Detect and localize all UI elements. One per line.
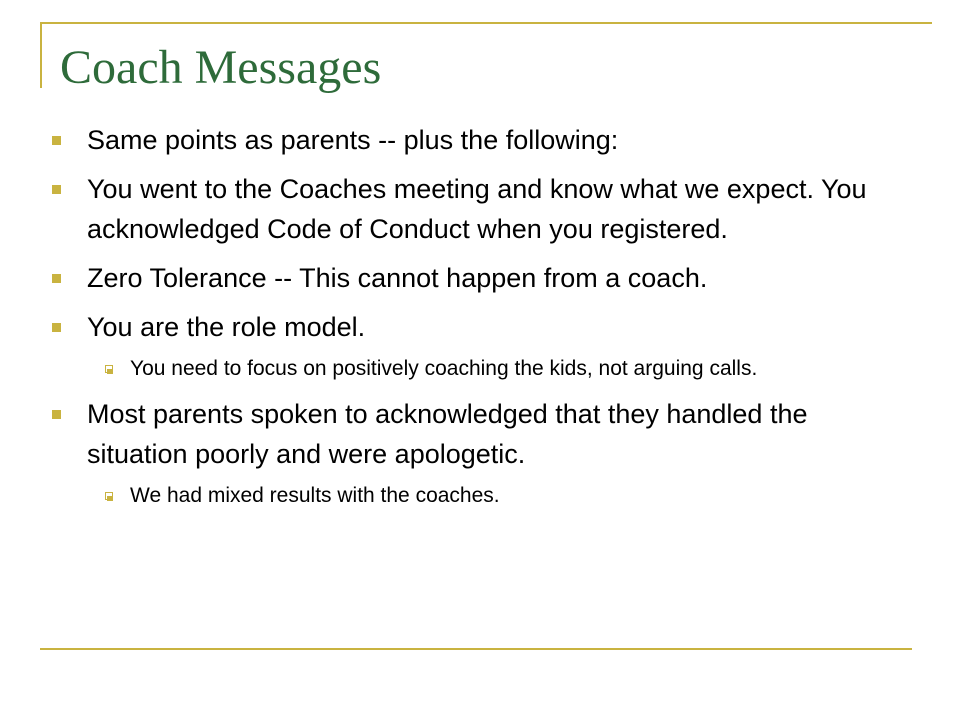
- hollow-square-bullet-icon: [105, 365, 113, 373]
- bullet-text: Zero Tolerance -- This cannot happen from a coach.: [87, 263, 708, 293]
- square-bullet-icon: [52, 136, 61, 145]
- left-rule: [40, 22, 42, 88]
- square-bullet-icon: [52, 274, 61, 283]
- top-rule: [40, 22, 932, 24]
- sub-bullet-text: You need to focus on positively coaching the kids, not arguing calls.: [130, 357, 758, 380]
- sub-bullet-item: [48, 353, 888, 385]
- bullet-item: [48, 169, 888, 249]
- bullet-list: [48, 120, 888, 521]
- sub-bullet-item: [48, 480, 888, 512]
- bottom-rule: [40, 648, 912, 650]
- square-bullet-icon: [52, 185, 61, 194]
- bullet-text: You are the role model.: [87, 312, 366, 342]
- sub-bullet-text: We had mixed results with the coaches.: [130, 484, 500, 507]
- bullet-item: [48, 307, 888, 347]
- slide-title: Coach Messages: [60, 41, 382, 94]
- bullet-text: You went to the Coaches meeting and know what we expect. You acknowledged Code of Conduct when you registered.: [87, 174, 867, 244]
- bullet-item: [48, 394, 888, 474]
- bullet-item: [48, 258, 888, 298]
- bullet-text: Most parents spoken to acknowledged that they handled the situation poorly and were apologetic.: [87, 399, 808, 469]
- hollow-square-bullet-icon: [105, 492, 113, 500]
- square-bullet-icon: [52, 410, 61, 419]
- bullet-text: Same points as parents -- plus the following:: [87, 125, 619, 155]
- square-bullet-icon: [52, 323, 61, 332]
- bullet-item: [48, 120, 888, 160]
